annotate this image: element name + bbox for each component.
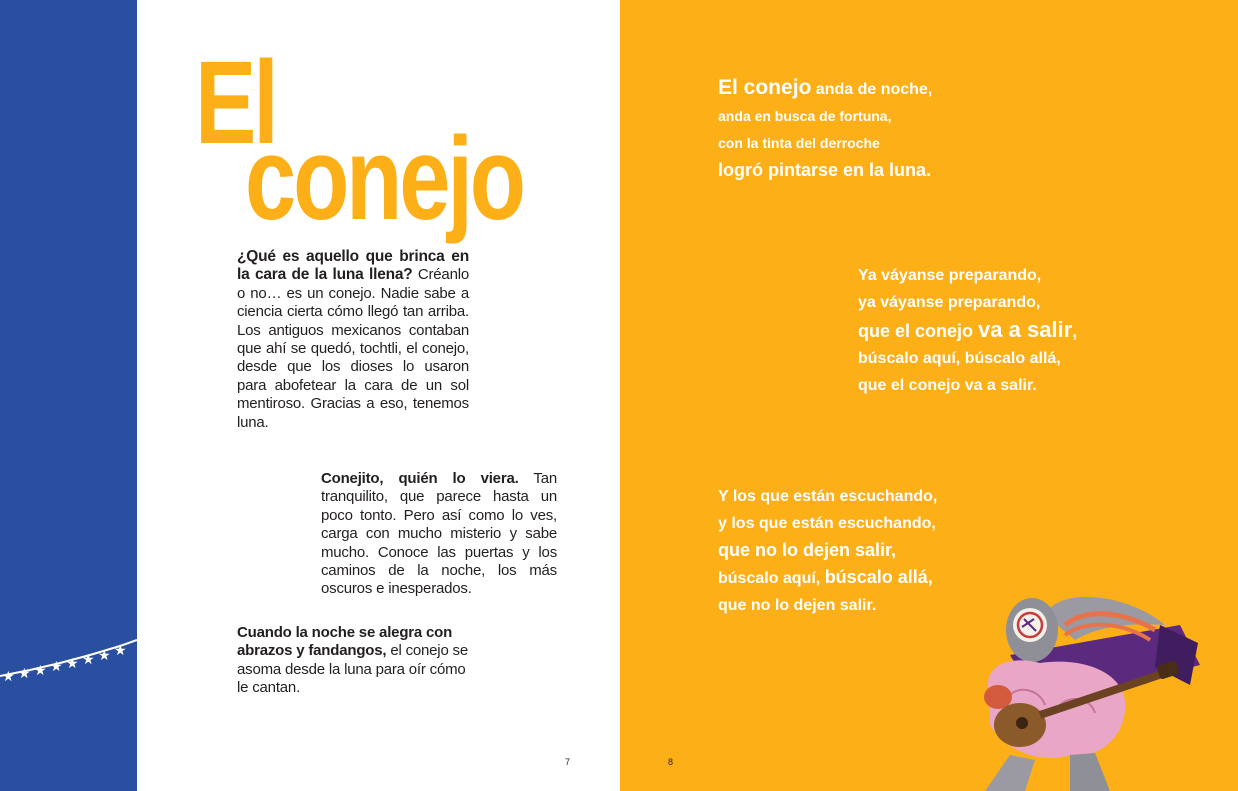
stanza-3-line-5: que no lo dejen salir.	[718, 597, 877, 614]
blue-side-strip	[0, 0, 137, 791]
stanza-1-line-3: con la tinta del derroche	[718, 135, 880, 151]
stanza-1-line-1b: anda de noche,	[811, 81, 933, 98]
stanza-2-line-1: Ya váyanse preparando,	[858, 267, 1042, 284]
svg-text:★: ★	[50, 659, 63, 675]
paragraph-noche-body: el conejo se asoma desde la luna para oír cómo le cantan.	[237, 642, 468, 697]
stanza-2-line-3b: va a salir	[978, 317, 1073, 342]
paragraph-noche-lead: Cuando la noche se alegra con abrazos y fandangos,	[237, 624, 453, 660]
stanza-2-line-3a: que el conejo	[858, 321, 979, 341]
paragraph-intro-body: Créanlo o no… es un conejo. Nadie sabe a ciencia cierta cómo llegó tan arriba. Los antiguos mexicanos contaban que ahí se quedó, tochtli, el conejo, desde que los dioses lo usaron para abofetear la cara de un sol mentiroso. Gracias a eso, tenemos luna.	[237, 266, 469, 431]
paragraph-conejito	[321, 470, 557, 599]
stanza-2-line-2: ya váyanse preparando,	[858, 294, 1041, 311]
title-line-2: conejo	[245, 113, 523, 245]
svg-text:★: ★	[66, 656, 79, 672]
paragraph-conejito-body: Tan tranquilito, que parece hasta un poco tonto. Pero así como lo ves, carga con mucho misterio y sabe mucho. Conoce las puertas y los caminos de la noche, los más oscuros e inesperados.	[321, 470, 557, 598]
stars-decoration-icon	[0, 628, 137, 688]
stanza-2-line-4: búscalo aquí, búscalo allá,	[858, 350, 1061, 367]
stanza-3-line-2: y los que están escuchando,	[718, 515, 936, 532]
stanza-3-line-4a: búscalo aquí,	[718, 570, 825, 587]
stanza-2-line-3	[858, 316, 1077, 345]
stanza-1-line-2: anda en busca de fortuna,	[718, 108, 892, 124]
stanza-2	[858, 262, 1077, 399]
svg-text:★: ★	[18, 666, 31, 682]
title-line-1: El	[195, 37, 276, 169]
svg-text:★: ★	[2, 669, 15, 685]
stanza-3-line-4b: búscalo allá,	[824, 567, 933, 587]
stanza-2-line-3c: ,	[1072, 321, 1078, 341]
paragraph-intro	[237, 248, 469, 432]
svg-text:★: ★	[34, 663, 47, 679]
page-number-left: 7	[565, 757, 571, 767]
svg-text:★: ★	[114, 643, 127, 659]
svg-text:★: ★	[82, 652, 95, 668]
paragraph-noche	[237, 624, 473, 698]
stanza-1-line-4: logró pintarse en la luna.	[718, 160, 932, 180]
stanza-1-line-1a: El conejo	[718, 76, 812, 99]
paragraph-conejito-lead: Conejito, quién lo viera.	[321, 470, 519, 487]
stanza-1	[718, 74, 932, 184]
rabbit-guitar-illustration-icon	[950, 585, 1238, 791]
stanza-3-line-4	[718, 564, 937, 592]
stanza-3-line-3: que no lo dejen salir,	[718, 540, 897, 560]
stanza-2-line-5: que el conejo va a salir.	[858, 377, 1037, 394]
stanza-3	[718, 483, 937, 619]
right-page	[620, 0, 1238, 791]
stanza-3-line-1: Y los que están escuchando,	[718, 488, 938, 505]
left-page	[137, 0, 620, 791]
paragraph-intro-lead: ¿Qué es aquello que brinca en la cara de la luna llena?	[237, 248, 469, 284]
stanza-1-line-1	[718, 74, 932, 103]
svg-text:★: ★	[98, 648, 111, 664]
page-number-right: 8	[668, 757, 674, 767]
